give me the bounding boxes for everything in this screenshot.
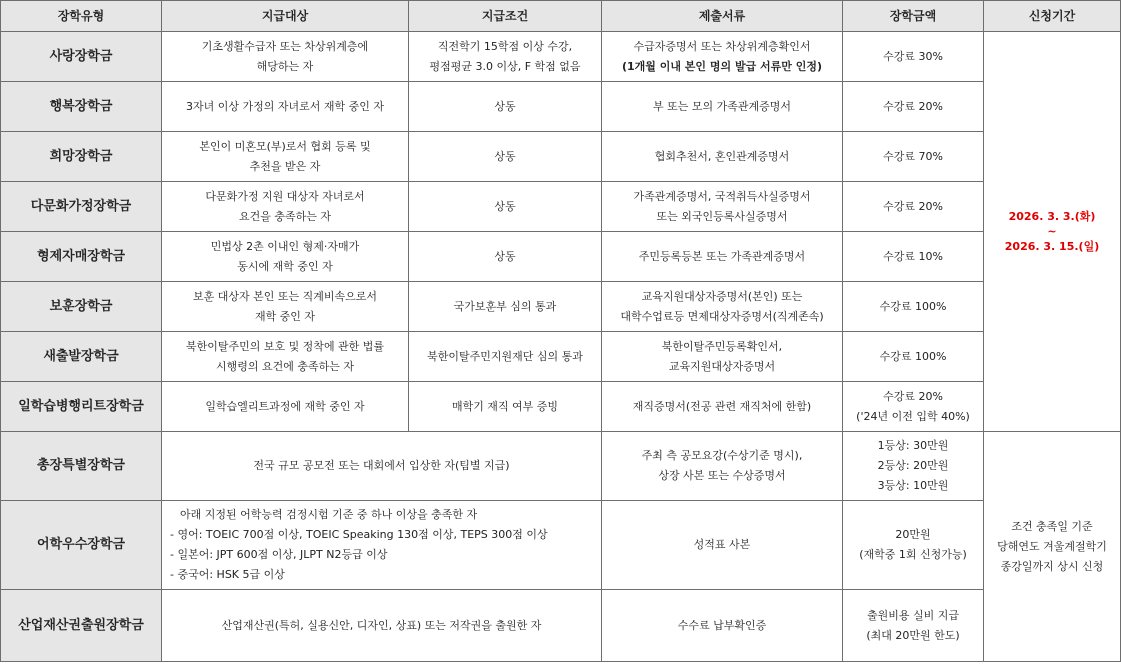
scholarship-type: 보훈장학금 (1, 282, 162, 332)
docs-cell: 교육지원대상자증명서(본인) 또는 대학수업료등 면제대상자증명서(직계존속) (602, 282, 843, 332)
scholarship-type: 일학습병행리트장학금 (1, 382, 162, 432)
table-row (1, 182, 1121, 232)
amount-cell: 수강료 100% (843, 332, 984, 382)
target-cell: 일학습엘리트과정에 재학 중인 자 (162, 382, 409, 432)
docs-cell: 협회추천서, 혼인관계증명서 (602, 132, 843, 182)
table-row (1, 82, 1121, 132)
docs-cell: 수수료 납부확인증 (602, 590, 843, 662)
amount-cell: 수강료 30% (843, 32, 984, 82)
docs-cell: 재직증명서(전공 관련 재직처에 한함) (602, 382, 843, 432)
docs-cell: 주민등록등본 또는 가족관계증명서 (602, 232, 843, 282)
scholarship-type: 행복장학금 (1, 82, 162, 132)
header-target: 지급대상 (162, 1, 409, 32)
docs-cell: 수급자증명서 또는 차상위계층확인서 (1개월 이내 본인 명의 발급 서류만 인정) (602, 32, 843, 82)
docs-cell: 부 또는 모의 가족관계증명서 (602, 82, 843, 132)
header-type: 장학유형 (1, 1, 162, 32)
amount-cell: 출원비용 실비 지급 (최대 20만원 한도) (843, 590, 984, 662)
target-cell: 북한이탈주민의 보호 및 정착에 관한 법률 시행령의 요건에 충족하는 자 (162, 332, 409, 382)
target-cell: 다문화가정 지원 대상자 자녀로서 요건을 충족하는 자 (162, 182, 409, 232)
amount-cell: 수강료 20% ('24년 이전 입학 40%) (843, 382, 984, 432)
scholarship-type: 새출발장학금 (1, 332, 162, 382)
condition-cell: 상동 (409, 132, 602, 182)
target-cell: 민법상 2촌 이내인 형제·자매가 동시에 재학 중인 자 (162, 232, 409, 282)
condition-cell: 국가보훈부 심의 통과 (409, 282, 602, 332)
period-always-cell: 조건 충족일 기준 당해연도 겨울계절학기 종강일까지 상시 신청 (984, 432, 1121, 662)
target-cell: 본인이 미혼모(부)로서 협회 등록 및 추천을 받은 자 (162, 132, 409, 182)
scholarship-type: 산업재산권출원장학금 (1, 590, 162, 662)
table-row (1, 132, 1121, 182)
table-row (1, 32, 1121, 82)
target-cell: 산업재산권(특허, 실용신안, 디자인, 상표) 또는 저작권을 출원한 자 (162, 590, 602, 662)
scholarship-type: 총장특별장학금 (1, 432, 162, 501)
target-cell: 전국 규모 공모전 또는 대회에서 입상한 자(팀별 지급) (162, 432, 602, 501)
table-row (1, 232, 1121, 282)
table-row (1, 332, 1121, 382)
docs-cell: 북한이탈주민등록확인서, 교육지원대상자증명서 (602, 332, 843, 382)
target-cell: 보훈 대상자 본인 또는 직계비속으로서 재학 중인 자 (162, 282, 409, 332)
amount-cell: 수강료 20% (843, 182, 984, 232)
scholarship-type: 사랑장학금 (1, 32, 162, 82)
target-cell: 3자녀 이상 가정의 자녀로서 재학 중인 자 (162, 82, 409, 132)
condition-cell: 상동 (409, 82, 602, 132)
header-condition: 지급조건 (409, 1, 602, 32)
amount-cell: 수강료 20% (843, 82, 984, 132)
amount-cell: 20만원 (재학중 1회 신청가능) (843, 501, 984, 590)
header-docs: 제출서류 (602, 1, 843, 32)
condition-cell: 상동 (409, 232, 602, 282)
amount-cell: 수강료 100% (843, 282, 984, 332)
scholarship-type: 형제자매장학금 (1, 232, 162, 282)
target-cell: 아래 지정된 어학능력 검정시험 기준 중 하나 이상을 충족한 자 - 영어: TOEIC 700점 이상, TOEIC Speaking 130점 이상, TEPS 300점 이상 - 일본어: JPT 600점 이상, JLPT N2등급 이상 - 중국어: HSK 5급 이상 (162, 501, 602, 590)
docs-cell: 가족관계증명서, 국적취득사실증명서 또는 외국인등록사실증명서 (602, 182, 843, 232)
header-period: 신청기간 (984, 1, 1121, 32)
scholarship-type: 희망장학금 (1, 132, 162, 182)
condition-cell: 직전학기 15학점 이상 수강, 평점평균 3.0 이상, F 학점 없음 (409, 32, 602, 82)
target-cell: 기초생활수급자 또는 차상위계층에 해당하는 자 (162, 32, 409, 82)
condition-cell: 매학기 재직 여부 증빙 (409, 382, 602, 432)
header-amount: 장학금액 (843, 1, 984, 32)
docs-cell: 주최 측 공모요강(수상기준 명시), 상장 사본 또는 수상증명서 (602, 432, 843, 501)
header-row (1, 1, 1121, 32)
condition-cell: 북한이탈주민지원재단 심의 통과 (409, 332, 602, 382)
table-row (1, 590, 1121, 662)
amount-cell: 수강료 10% (843, 232, 984, 282)
condition-cell: 상동 (409, 182, 602, 232)
table-row (1, 382, 1121, 432)
scholarship-type: 다문화가정장학금 (1, 182, 162, 232)
period-main-cell: 2026. 3. 3.(화) ~ 2026. 3. 15.(일) (984, 32, 1121, 432)
table-row (1, 432, 1121, 501)
docs-cell: 성적표 사본 (602, 501, 843, 590)
amount-cell: 1등상: 30만원 2등상: 20만원 3등상: 10만원 (843, 432, 984, 501)
scholarship-type: 어학우수장학금 (1, 501, 162, 590)
amount-cell: 수강료 70% (843, 132, 984, 182)
docs-note: (1개월 이내 본인 명의 발급 서류만 인정) (621, 59, 823, 73)
table-row (1, 501, 1121, 590)
table-row (1, 282, 1121, 332)
